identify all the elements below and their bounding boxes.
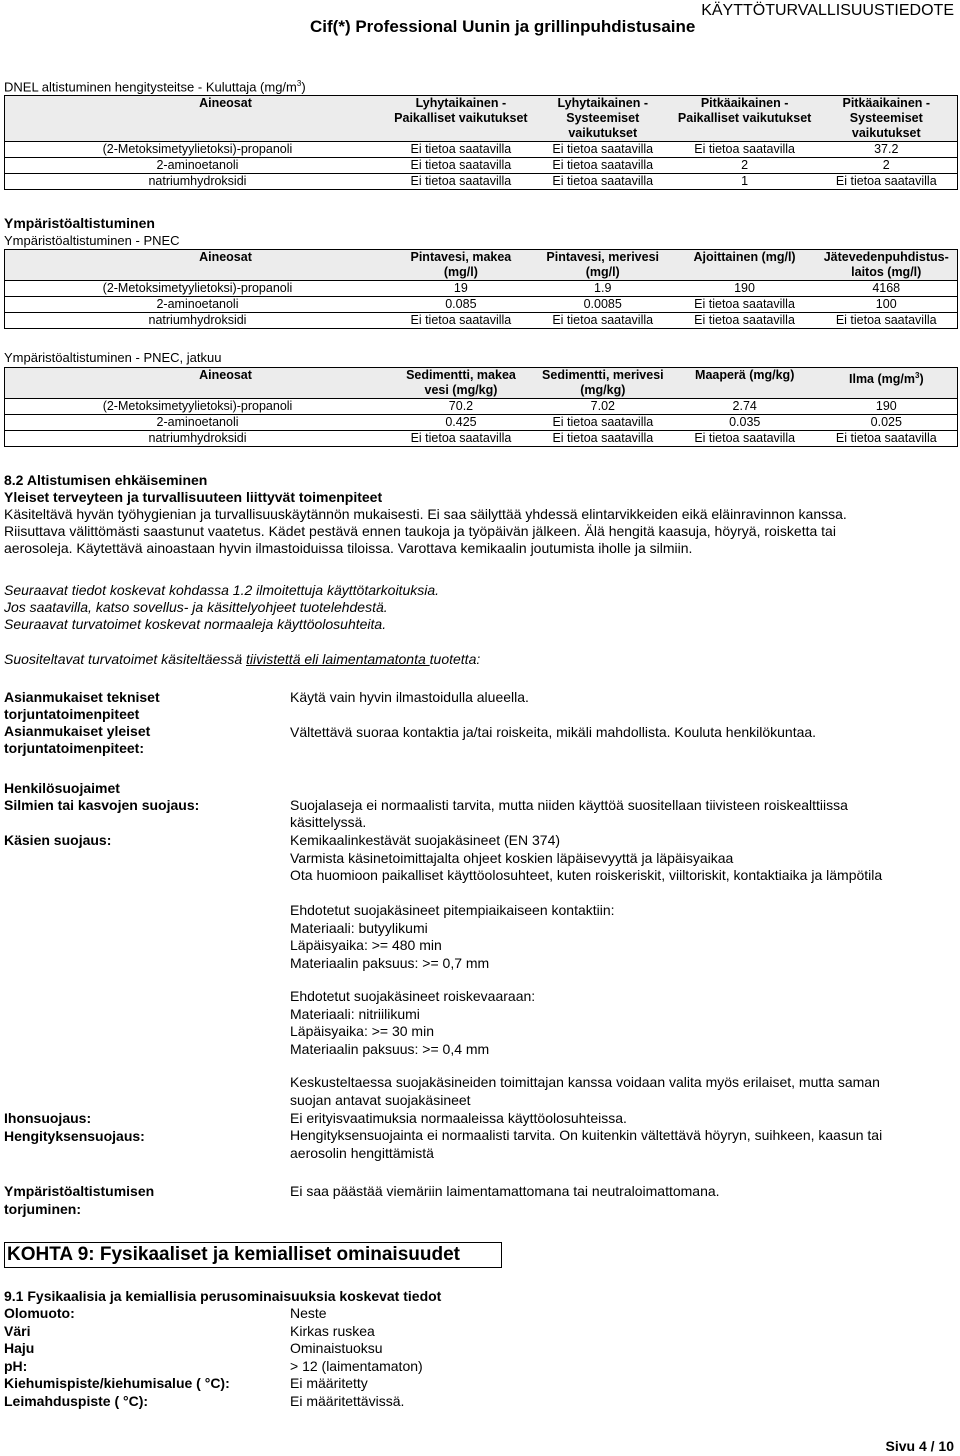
cell: 2: [816, 158, 958, 174]
cell: Ei tietoa saatavilla: [815, 313, 957, 329]
text-line: Käsiteltävä hyvän työhygienian ja turvallisuuskäytännön mukaisesti. Ei saa säilyttää yhdessä elintarvikkeiden eikä eläinravinnon kanssa.: [4, 506, 847, 522]
cell: 2-aminoetanoli: [5, 158, 390, 174]
cell: Ei tietoa saatavilla: [532, 142, 674, 158]
property-label: Haju: [4, 1340, 35, 1356]
cell: 1: [674, 174, 816, 190]
col-header: Sedimentti, makea vesi (mg/kg): [390, 368, 532, 399]
skin-resp-labels: Ihonsuojaus: Hengityksensuojaus:: [4, 1110, 145, 1144]
property-labels: [4, 1305, 230, 1410]
property-label: Väri: [4, 1322, 31, 1339]
property-value: Kirkas ruskea: [290, 1322, 375, 1339]
cell: Ei tietoa saatavilla: [532, 313, 674, 329]
col-header: Ilma $(mg/m^3)$: [816, 368, 958, 399]
text-line: Riisuttava välittömästi saastunut vaatetus. Kädet pestävä ennen taukoja ja työpäivän jälkeen. Älä hengitä kaasuja, höyryä, roisketta tai: [4, 523, 836, 539]
col-header: Lyhytaikainen - Paikalliset vaikutukset: [390, 96, 532, 142]
table-row: [5, 399, 958, 415]
glove-suggestion-splash: Ehdotetut suojakäsineet roiskevaaraan: Materiaali: nitriilikumi Läpäisyaika: >= 30 min Materiaalin paksuus: >= 0,4 mm: [290, 988, 536, 1057]
cell: Ei tietoa saatavilla: [532, 158, 674, 174]
col-header: Jätevedenpuhdistus-laitos (mg/l): [815, 250, 957, 281]
property-value: > 12 (laimentamaton): [290, 1357, 423, 1374]
section-8-2-subtitle: Yleiset terveyteen ja turvallisuuteen liittyvät toimenpiteet: [4, 489, 383, 505]
table-row: [5, 142, 958, 158]
technical-measures-label: Asianmukaiset tekniset torjuntatoimenpiteet Asianmukaiset yleiset torjuntatoimenpiteet:: [4, 689, 160, 756]
cell: 190: [816, 399, 958, 415]
hand-protection-value: Kemikaalinkestävät suojakäsineet (EN 374) Varmista käsinetoimittajalta ohjeet koskien läpäisevyyttä ja läpäisyaikaa Ota huomioon paikalliset käyttöolosuhteet, kuten roiskeriskit, viiltoriskit, kontaktiaika ja lämpötila: [290, 832, 883, 883]
cell: 1.9: [532, 281, 674, 297]
cell: 100: [815, 297, 957, 313]
env-heading: Ympäristöaltistuminen: [4, 215, 155, 231]
table-row: [5, 313, 958, 329]
recommendation-line: Suositeltavat turvatoimet käsiteltäessä tiivistettä eli laimentamatonta tuotetta:: [4, 651, 481, 667]
col-header: Ajoittainen (mg/l): [674, 250, 816, 281]
property-value: Ei määritetty: [290, 1375, 368, 1391]
pnec-table: [4, 249, 958, 329]
cell: natriumhydroksidi: [5, 313, 390, 329]
table-row: [5, 174, 958, 190]
table-row: [5, 415, 958, 431]
property-value: Ei määritettävissä.: [290, 1392, 405, 1409]
cell: (2-Metoksimetyylietoksi)-propanoli: [5, 281, 390, 297]
env-control-label: Ympäristöaltistumisen torjuminen:: [4, 1183, 155, 1217]
hand-protection-label: Käsien suojaus:: [4, 832, 112, 848]
pnec2-table: [4, 367, 958, 447]
cell: Ei tietoa saatavilla: [532, 431, 674, 447]
glove-supplier-note: Keskusteltaessa suojakäsineiden toimittajan kanssa voidaan valita myös erilaiset, mutta saman suojan antavat suojakäsineet: [290, 1074, 880, 1108]
cell: 7.02: [532, 399, 674, 415]
general-measures-text: [4, 506, 954, 557]
section-9-1-title: 9.1 Fysikaalisia ja kemiallisia perusominaisuuksia koskevat tiedot: [4, 1288, 442, 1304]
property-label: pH:: [4, 1357, 28, 1374]
col-header: Pitkäaikainen - Systeemiset vaikutukset: [816, 96, 958, 142]
pnec-title: Ympäristöaltistuminen - PNEC: [4, 233, 180, 248]
env-control-value: Ei saa päästää viemäriin laimentamattomana tai neutraloimattomana.: [290, 1183, 720, 1199]
eye-protection-value: Suojalaseja ei normaalisti tarvita, mutta niiden käyttöä suositellaan tiivisteen roiskealttiissa käsittelyssä.: [290, 797, 848, 830]
cell: 2: [674, 158, 816, 174]
cell: Ei tietoa saatavilla: [674, 313, 816, 329]
property-label: Leimahduspiste ( °C):: [4, 1392, 149, 1409]
cell: 19: [390, 281, 532, 297]
table-row: [5, 158, 958, 174]
cell: 0.0085: [532, 297, 674, 313]
table-row: [5, 297, 958, 313]
property-label: Kiehumispiste/kiehumisalue ( °C):: [4, 1375, 230, 1391]
text-line: Seuraavat tiedot koskevat kohdassa 1.2 ilmoitettuja käyttötarkoituksia.: [4, 582, 440, 598]
cell: 190: [674, 281, 816, 297]
col-header: Pintavesi, makea (mg/l): [390, 250, 532, 281]
respiratory-protection-value: Hengityksensuojainta ei normaalisti tarvita. On kuitenkin vältettävä höyryn, suihkeen, kaasun tai aerosolin hengittämistä: [290, 1127, 883, 1161]
cell: (2-Metoksimetyylietoksi)-propanoli: [5, 142, 390, 158]
cell: 0.035: [674, 415, 816, 431]
text-line: aerosoleja. Käytettävä ainoastaan hyvin ilmastoiduissa tiloissa. Varottava kemikaalin joutumista iholle ja silmiin.: [4, 540, 693, 556]
ppe-label: Henkilösuojaimet Silmien tai kasvojen suojaus:: [4, 780, 200, 813]
cell: natriumhydroksidi: [5, 174, 390, 190]
text-line: Jos saatavilla, katso sovellus- ja käsittelyohjeet tuotelehdestä.: [4, 599, 388, 615]
col-header: Aineosat: [5, 368, 391, 399]
cell: Ei tietoa saatavilla: [390, 313, 532, 329]
cell: Ei tietoa saatavilla: [390, 158, 532, 174]
cell: 4168: [815, 281, 957, 297]
col-header: Maaperä (mg/kg): [674, 368, 816, 399]
page-number: Sivu 4 / 10: [885, 1438, 954, 1454]
cell: 0.025: [816, 415, 958, 431]
cell: 70.2: [390, 399, 532, 415]
property-label: Olomuoto:: [4, 1305, 75, 1321]
cell: 2-aminoetanoli: [5, 415, 391, 431]
cell: Ei tietoa saatavilla: [532, 174, 674, 190]
col-header: Aineosat: [5, 96, 390, 142]
cell: Ei tietoa saatavilla: [674, 297, 816, 313]
cell: Ei tietoa saatavilla: [816, 174, 958, 190]
glove-suggestion-long-contact: Ehdotetut suojakäsineet pitempiaikaiseen kontaktiin: Materiaali: butyylikumi Läpäisyaika: >= 480 min Materiaalin paksuus: >= 0,7 mm: [290, 902, 615, 971]
cell: 0.085: [390, 297, 532, 313]
text-line: Seuraavat turvatoimet koskevat normaaleja käyttöolosuhteita.: [4, 616, 387, 632]
technical-measures-value: Käytä vain hyvin ilmastoidulla alueella.: [290, 689, 529, 705]
col-header: Sedimentti, merivesi (mg/kg): [532, 368, 674, 399]
cell: 2.74: [674, 399, 816, 415]
cell: Ei tietoa saatavilla: [390, 431, 532, 447]
cell: Ei tietoa saatavilla: [532, 415, 674, 431]
section-8-2-title: 8.2 Altistumisen ehkäiseminen: [4, 472, 208, 488]
col-header: Pintavesi, merivesi (mg/l): [532, 250, 674, 281]
cell: (2-Metoksimetyylietoksi)-propanoli: [5, 399, 391, 415]
table-row: [5, 431, 958, 447]
col-header: Lyhytaikainen - Systeemiset vaikutukset: [532, 96, 674, 142]
dnel-table: [4, 95, 958, 190]
cell: natriumhydroksidi: [5, 431, 391, 447]
pnec2-title: Ympäristöaltistuminen - PNEC, jatkuu: [4, 350, 222, 365]
cell: Ei tietoa saatavilla: [674, 431, 816, 447]
cell: 37.2: [816, 142, 958, 158]
usage-notes: [4, 582, 954, 633]
document-title: Cif(*) Professional Uunin ja grillinpuhdistusaine: [310, 17, 696, 36]
col-header: Aineosat: [5, 250, 390, 281]
col-header: Pitkäaikainen - Paikalliset vaikutukset: [674, 96, 816, 142]
cell: 0.425: [390, 415, 532, 431]
cell: 2-aminoetanoli: [5, 297, 390, 313]
section-9-title: KOHTA 9: Fysikaaliset ja kemialliset ominaisuudet: [4, 1242, 502, 1268]
table-row: [5, 281, 958, 297]
skin-protection-value: Ei erityisvaatimuksia normaaleissa käyttöolosuhteissa.: [290, 1110, 627, 1126]
document-type: KÄYTTÖTURVALLISUUSTIEDOTE: [701, 2, 954, 19]
general-measures-value: Vältettävä suoraa kontaktia ja/tai roiskeita, mikäli mahdollista. Kouluta henkilökuntaa.: [290, 724, 817, 740]
cell: Ei tietoa saatavilla: [390, 174, 532, 190]
cell: Ei tietoa saatavilla: [390, 142, 532, 158]
property-value: Neste: [290, 1305, 327, 1321]
cell: Ei tietoa saatavilla: [674, 142, 816, 158]
property-values: [290, 1305, 423, 1410]
cell: Ei tietoa saatavilla: [816, 431, 958, 447]
dnel-title: DNEL altistuminen hengitysteitse - Kuluttaja $(mg/m^3)$: [4, 79, 306, 95]
property-value: Ominaistuoksu: [290, 1340, 383, 1356]
